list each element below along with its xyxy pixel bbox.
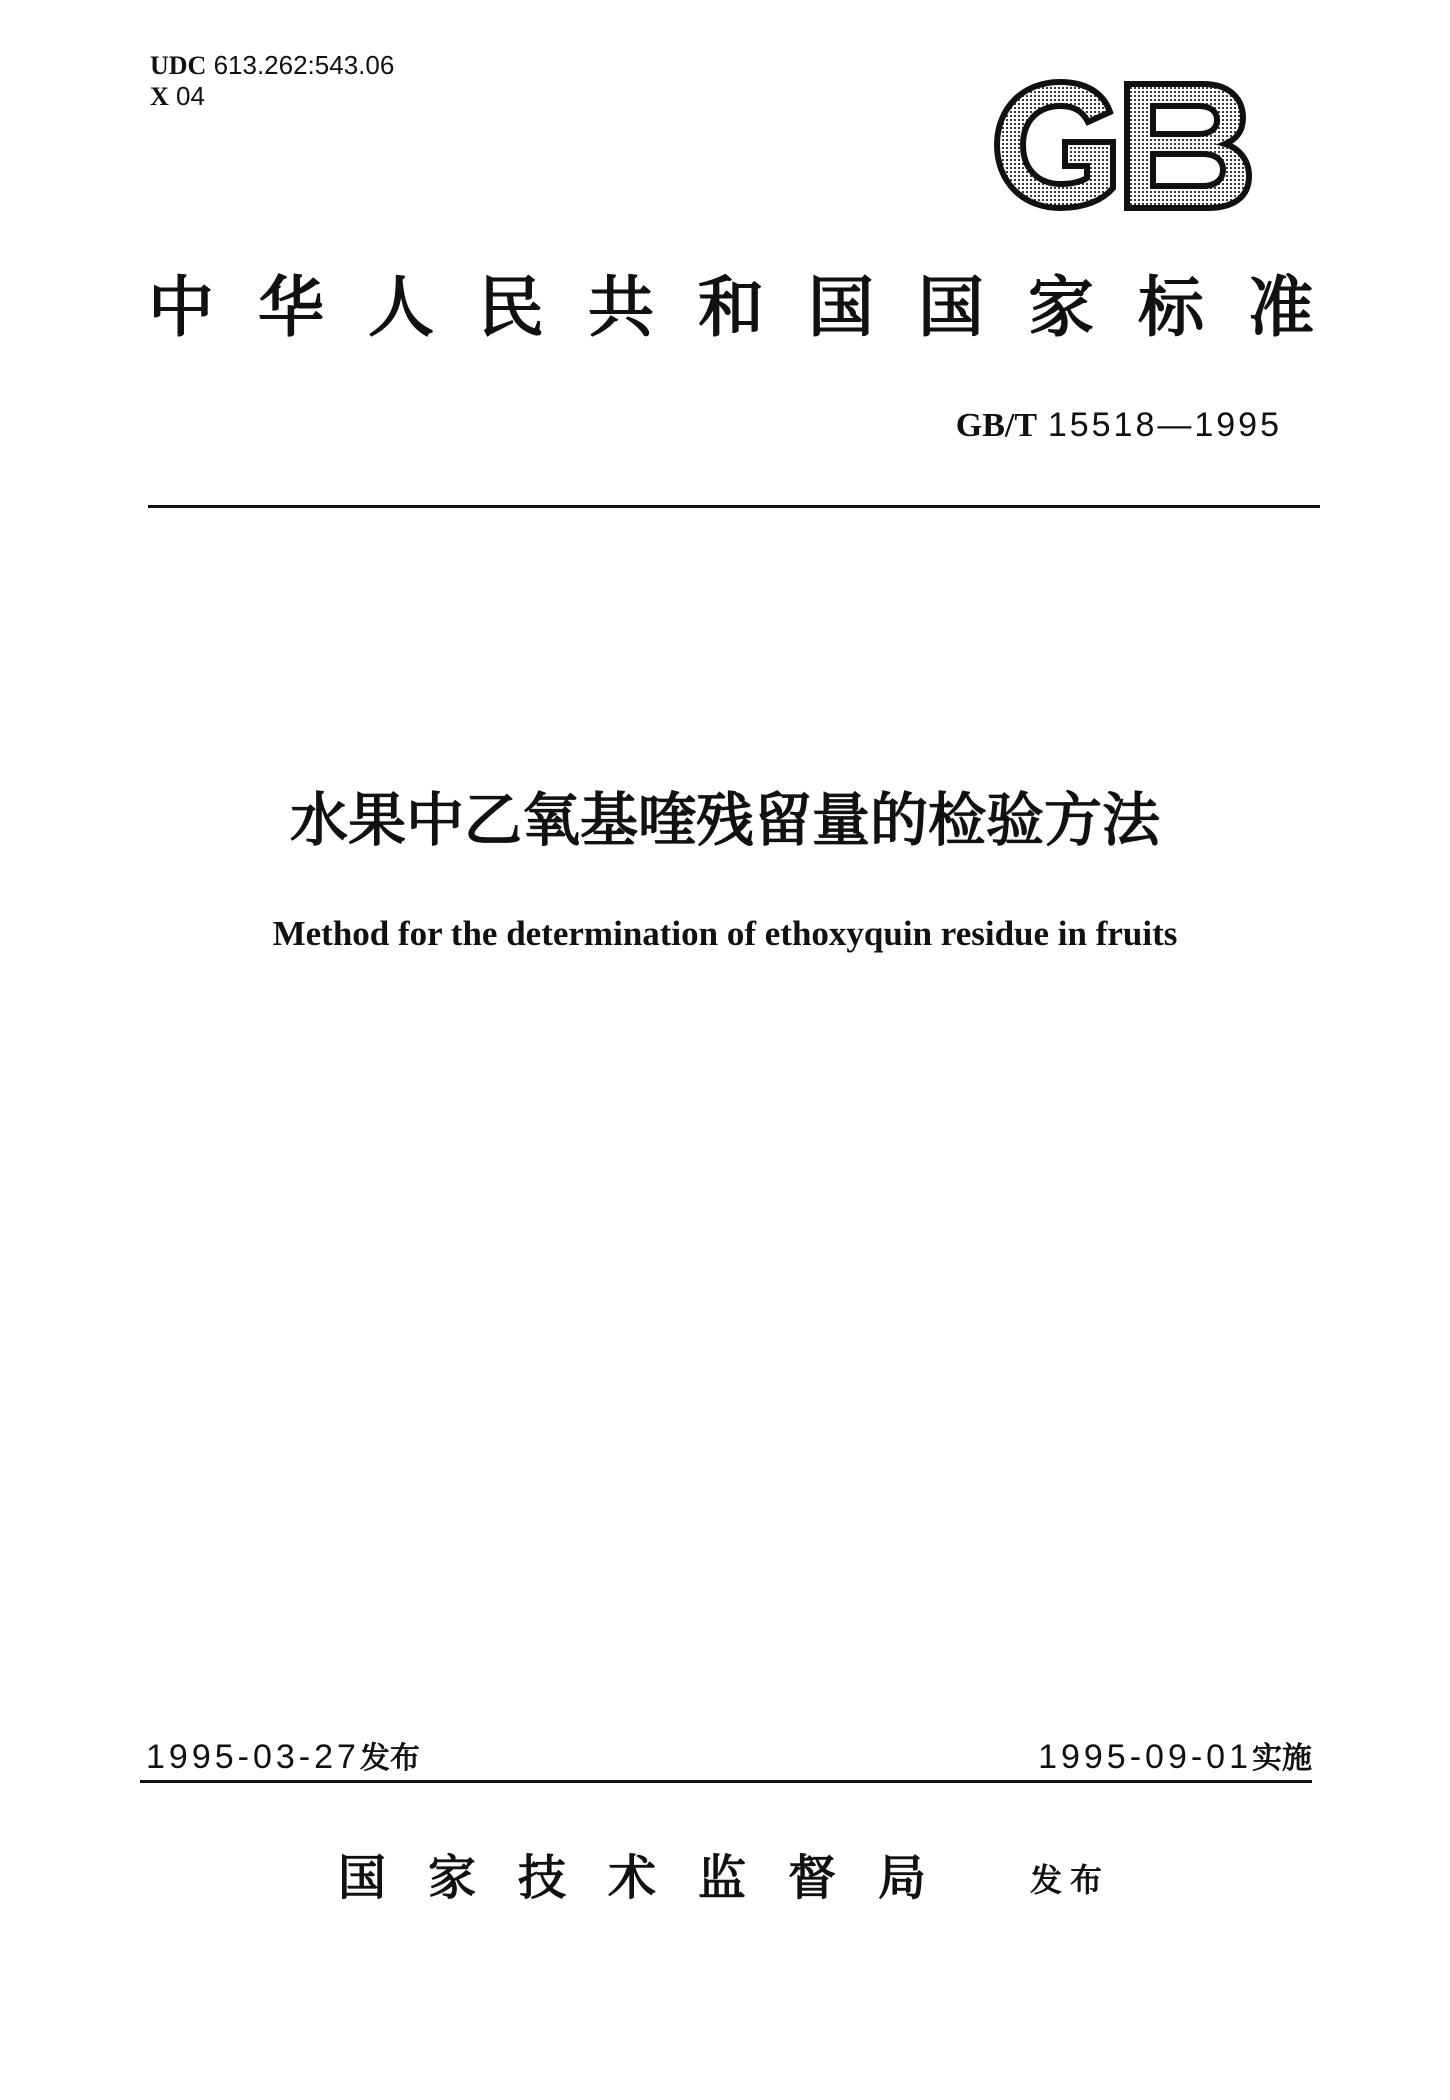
issue-date-suffix: 发布 <box>359 1741 420 1776</box>
udc-value: 613.262:543.06 <box>213 50 395 80</box>
title-chinese: 水果中乙氧基喹残留量的检验方法 <box>289 786 1160 854</box>
header-divider <box>148 505 1320 508</box>
issue-date: 1995-03-27 <box>146 1738 360 1776</box>
standard-number-prefix: GB/T <box>955 407 1037 444</box>
udc-classification <box>150 50 394 112</box>
ccs-label: X <box>150 82 169 111</box>
footer-divider <box>140 1780 1312 1783</box>
standard-number-value: 15518—1995 <box>1047 406 1282 444</box>
title-english: Method for the determination of ethoxyquin residue in fruits <box>272 914 1178 953</box>
issuing-authority: 国家技术监督局 <box>338 1850 969 1906</box>
issue-date-block <box>146 1735 420 1781</box>
udc-label: UDC <box>150 51 207 80</box>
implement-date-suffix: 实施 <box>1252 1741 1312 1776</box>
implement-date: 1995-09-01 <box>1038 1738 1252 1776</box>
ccs-value: 04 <box>176 81 205 111</box>
gb-logo <box>985 70 1255 220</box>
national-standard-heading: 中华人民共和国国家标准 <box>148 269 1358 346</box>
implement-date-block <box>1038 1735 1312 1781</box>
standard-number <box>956 405 1282 446</box>
issue-word: 发布 <box>1030 1861 1111 1899</box>
date-row <box>140 1735 1312 1783</box>
